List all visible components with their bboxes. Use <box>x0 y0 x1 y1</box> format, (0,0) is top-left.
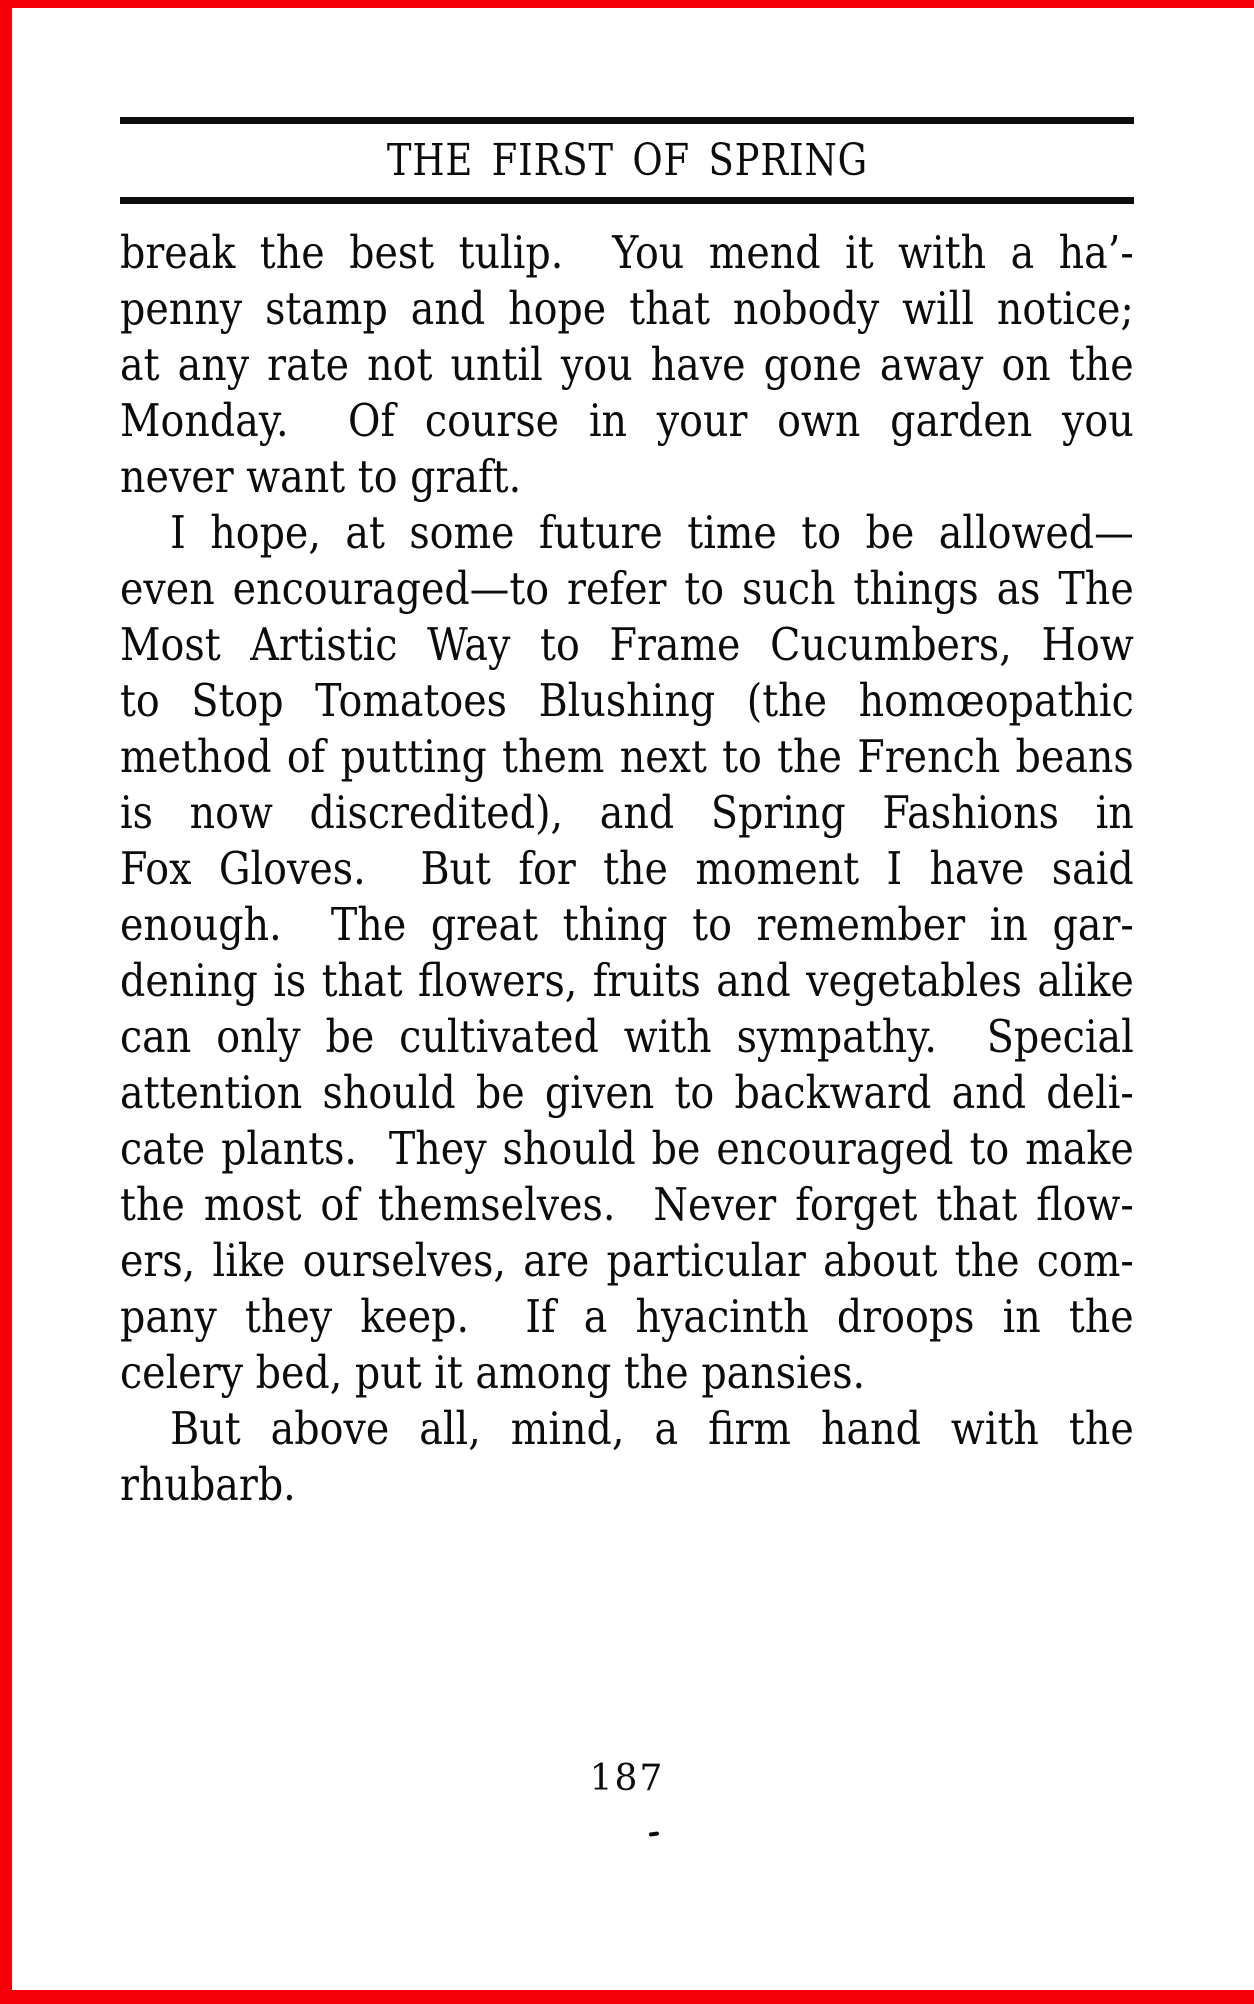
chapter-title: THE FIRST OF SPRING <box>386 135 868 186</box>
text-line: at any rate not until you have gone away on the <box>120 338 1134 391</box>
text-line: to Stop Tomatoes Blushing (the homœopathic <box>120 674 1134 727</box>
body-text <box>120 225 1134 1513</box>
text-line: rhubarb. <box>120 1458 296 1511</box>
text-line: cate plants. They should be encouraged to make <box>120 1122 1134 1175</box>
scan-edge-left <box>0 0 12 2004</box>
text-line: celery bed, put it among the pansies. <box>120 1346 866 1399</box>
scan-edge-bottom <box>0 1990 1254 2004</box>
text-line: never want to graft. <box>120 450 522 503</box>
text-line: enough. The great thing to remember in gar- <box>120 898 1134 951</box>
text-line: I hope, at some future time to be allowed— <box>170 506 1134 559</box>
running-head <box>120 135 1134 186</box>
text-line: pany they keep. If a hyacinth droops in the <box>120 1290 1134 1343</box>
ink-speck <box>649 1831 659 1836</box>
header-rule-bottom <box>120 197 1134 204</box>
text-line: But above all, mind, a firm hand with the <box>170 1402 1134 1455</box>
text-line: break the best tulip. You mend it with a ha’- <box>120 226 1134 279</box>
text-line: Monday. Of course in your own garden you <box>120 394 1134 447</box>
text-line: the most of themselves. Never forget that flow- <box>120 1178 1134 1231</box>
text-line: can only be cultivated with sympathy. Special <box>120 1010 1134 1063</box>
text-line: is now discredited), and Spring Fashions in <box>120 786 1134 839</box>
text-line: even encouraged—to refer to such things as The <box>120 562 1134 615</box>
text-line: Fox Gloves. But for the moment I have said <box>120 842 1134 895</box>
scan-edge-top <box>0 0 1254 8</box>
text-line: dening is that flowers, fruits and vegetables alike <box>120 954 1134 1007</box>
text-line: Most Artistic Way to Frame Cucumbers, How <box>120 618 1134 671</box>
header-rule-top <box>120 117 1134 124</box>
text-line: attention should be given to backward and deli- <box>120 1066 1134 1119</box>
text-line: penny stamp and hope that nobody will notice; <box>120 282 1134 335</box>
text-line: method of putting them next to the French beans <box>120 730 1134 783</box>
page-number: 187 <box>589 1758 665 1799</box>
text-line: ers, like ourselves, are particular about the com- <box>120 1234 1134 1287</box>
